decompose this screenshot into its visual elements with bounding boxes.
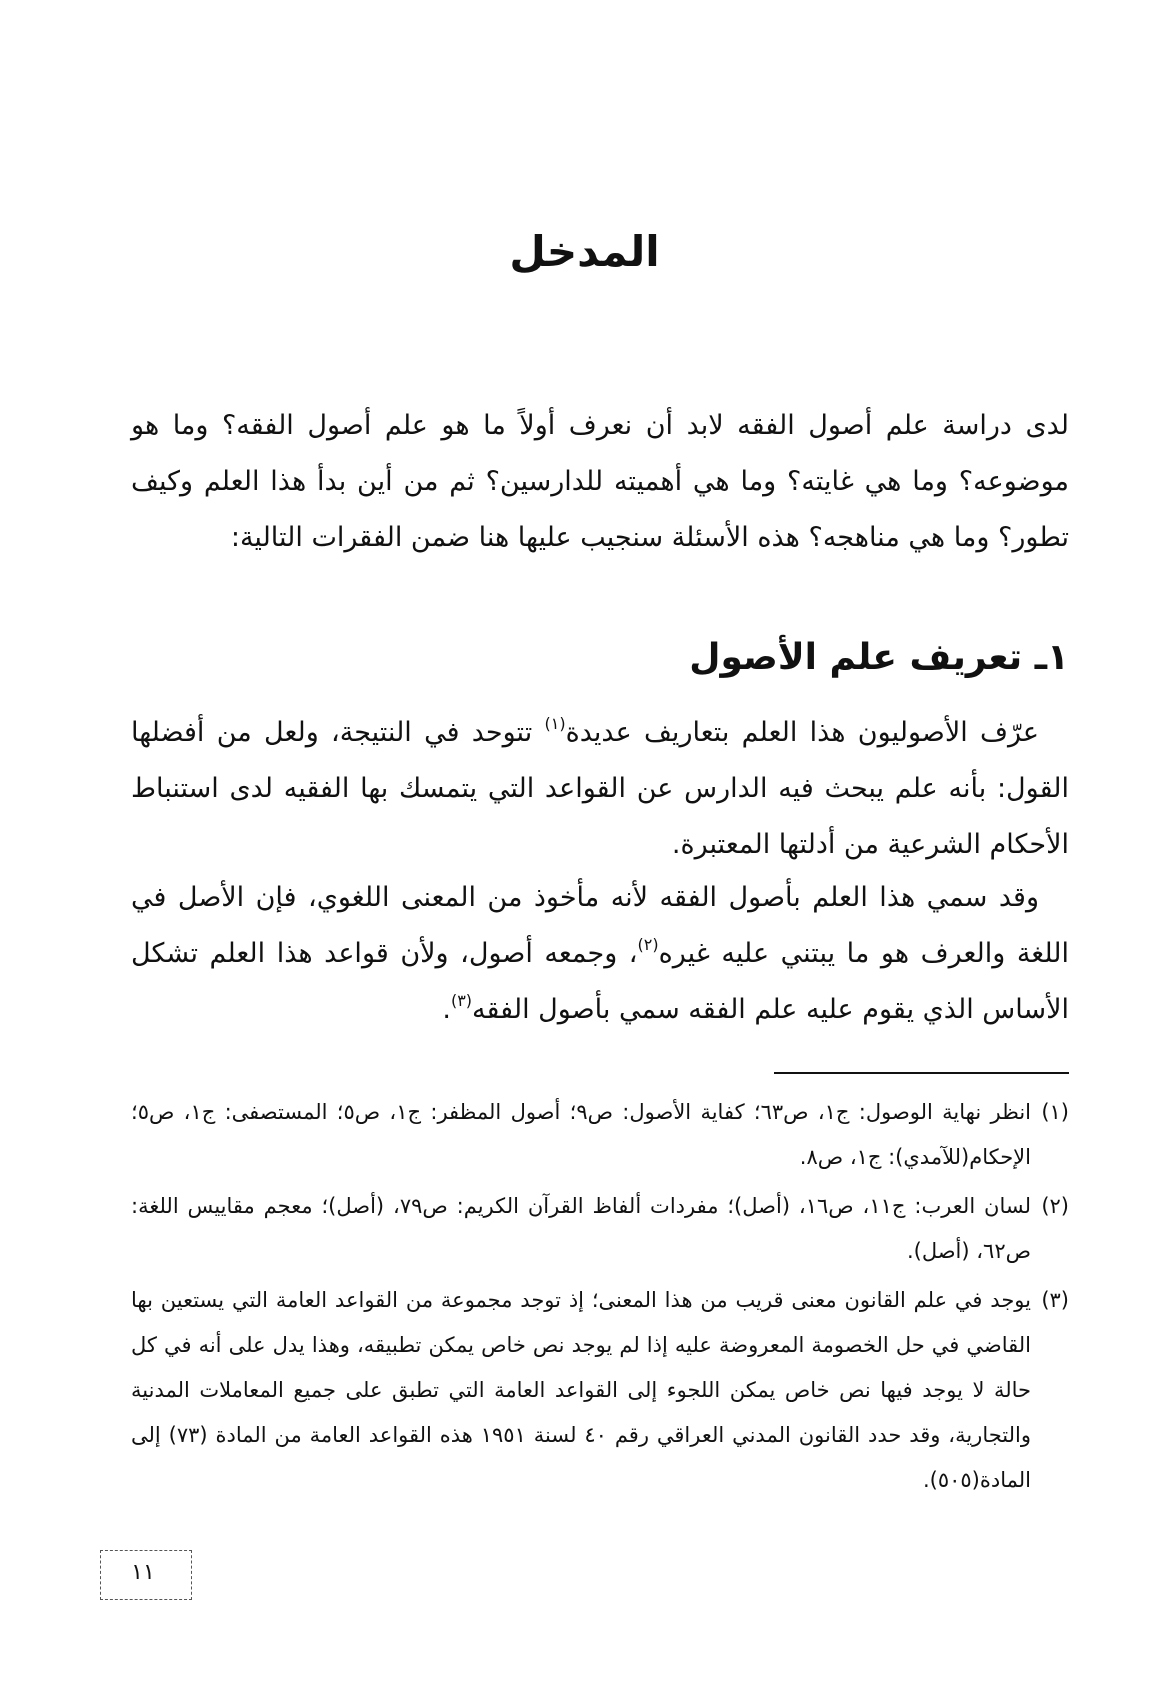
footnote-number: (١) xyxy=(1041,1100,1069,1124)
footnote-ref-3[interactable]: (٣) xyxy=(450,991,473,1010)
footnotes-list xyxy=(131,1090,1069,1507)
naming-text-1: وقد سمي هذا العلم بأصول الفقه لأنه مأخوذ من المعنى اللغوي، فإن الأصل في اللغة والعرف هو ما يبتني عليه غيره xyxy=(131,882,1069,969)
naming-paragraph xyxy=(131,870,1069,1038)
naming-text-3: . xyxy=(442,994,451,1025)
definition-text-cont: تتوحد في النتيجة، ولعل من أفضلها القول: بأنه علم يبحث فيه الدارس عن القواعد التي يتمسك بها الفقيه لدى استنباط الأحكام الشرعية من أدلتها المعتبرة. xyxy=(131,717,1069,860)
footnote-text: انظر نهاية الوصول: ج١، ص٦٣؛ كفاية الأصول: ص٩؛ أصول المظفر: ج١، ص٥؛ المستصفى: ج١، ص٥؛ الإحكام(للآمدي): ج١، ص٨. xyxy=(131,1100,1031,1169)
chapter-title: المدخل xyxy=(509,227,660,276)
footnote-text: يوجد في علم القانون معنى قريب من هذا المعنى؛ إذ توجد مجموعة من القواعد العامة التي يستعين بها القاضي في حل الخصومة المعروضة عليه إذا لم يوجد نص خاص يمكن تطبيقه، وهذا يدل على أنه في كل حالة لا يوجد فيها نص خاص يمكن اللجوء إلى القواعد العامة التي تطبق على جميع المعاملات المدنية والتجارية، وقد حدد القانون المدني العراقي رقم ٤٠ لسنة ١٩٥١ هذه القواعد العامة من المادة (٧٣) إلى المادة(٥٠٥). xyxy=(131,1288,1031,1492)
footnote-ref-2[interactable]: (٢) xyxy=(637,935,659,954)
footnote-divider xyxy=(774,1072,1069,1074)
definition-text: عرّف الأصوليون هذا العلم بتعاريف عديدة xyxy=(565,717,1039,748)
footnote-number: (٢) xyxy=(1041,1194,1069,1218)
footnote-number: (٣) xyxy=(1041,1288,1069,1312)
definition-section xyxy=(131,705,1069,873)
naming-text-2: ، وجمعه أصول، ولأن قواعد هذا العلم تشكل الأساس الذي يقوم عليه علم الفقه سمي بأصول الفقه xyxy=(131,938,1069,1025)
intro-section xyxy=(131,398,1069,566)
footnote-1 xyxy=(131,1090,1069,1180)
footnote-3 xyxy=(131,1278,1069,1503)
naming-section xyxy=(131,870,1069,1038)
definition-paragraph xyxy=(131,705,1069,873)
footnote-ref-1[interactable]: (١) xyxy=(544,714,566,733)
intro-paragraph: لدى دراسة علم أصول الفقه لابد أن نعرف أولاً ما هو علم أصول الفقه؟ وما هو موضوعه؟ وما هي غايته؟ وما هي أهميته للدارسين؟ ثم من أين بدأ هذا العلم وكيف تطور؟ وما هي مناهجه؟ هذه الأسئلة سنجيب عليها هنا ضمن الفقرات التالية: xyxy=(131,410,1069,553)
page-number: ١١ xyxy=(131,1560,155,1585)
footnote-2 xyxy=(131,1184,1069,1274)
footnote-text: لسان العرب: ج١١، ص١٦، (أصل)؛ مفردات ألفاظ القرآن الكريم: ص٧٩، (أصل)؛ معجم مقاييس اللغة: ص٦٢، (أصل). xyxy=(131,1194,1032,1263)
section-heading: ١ـ تعريف علم الأصول xyxy=(689,637,1069,678)
